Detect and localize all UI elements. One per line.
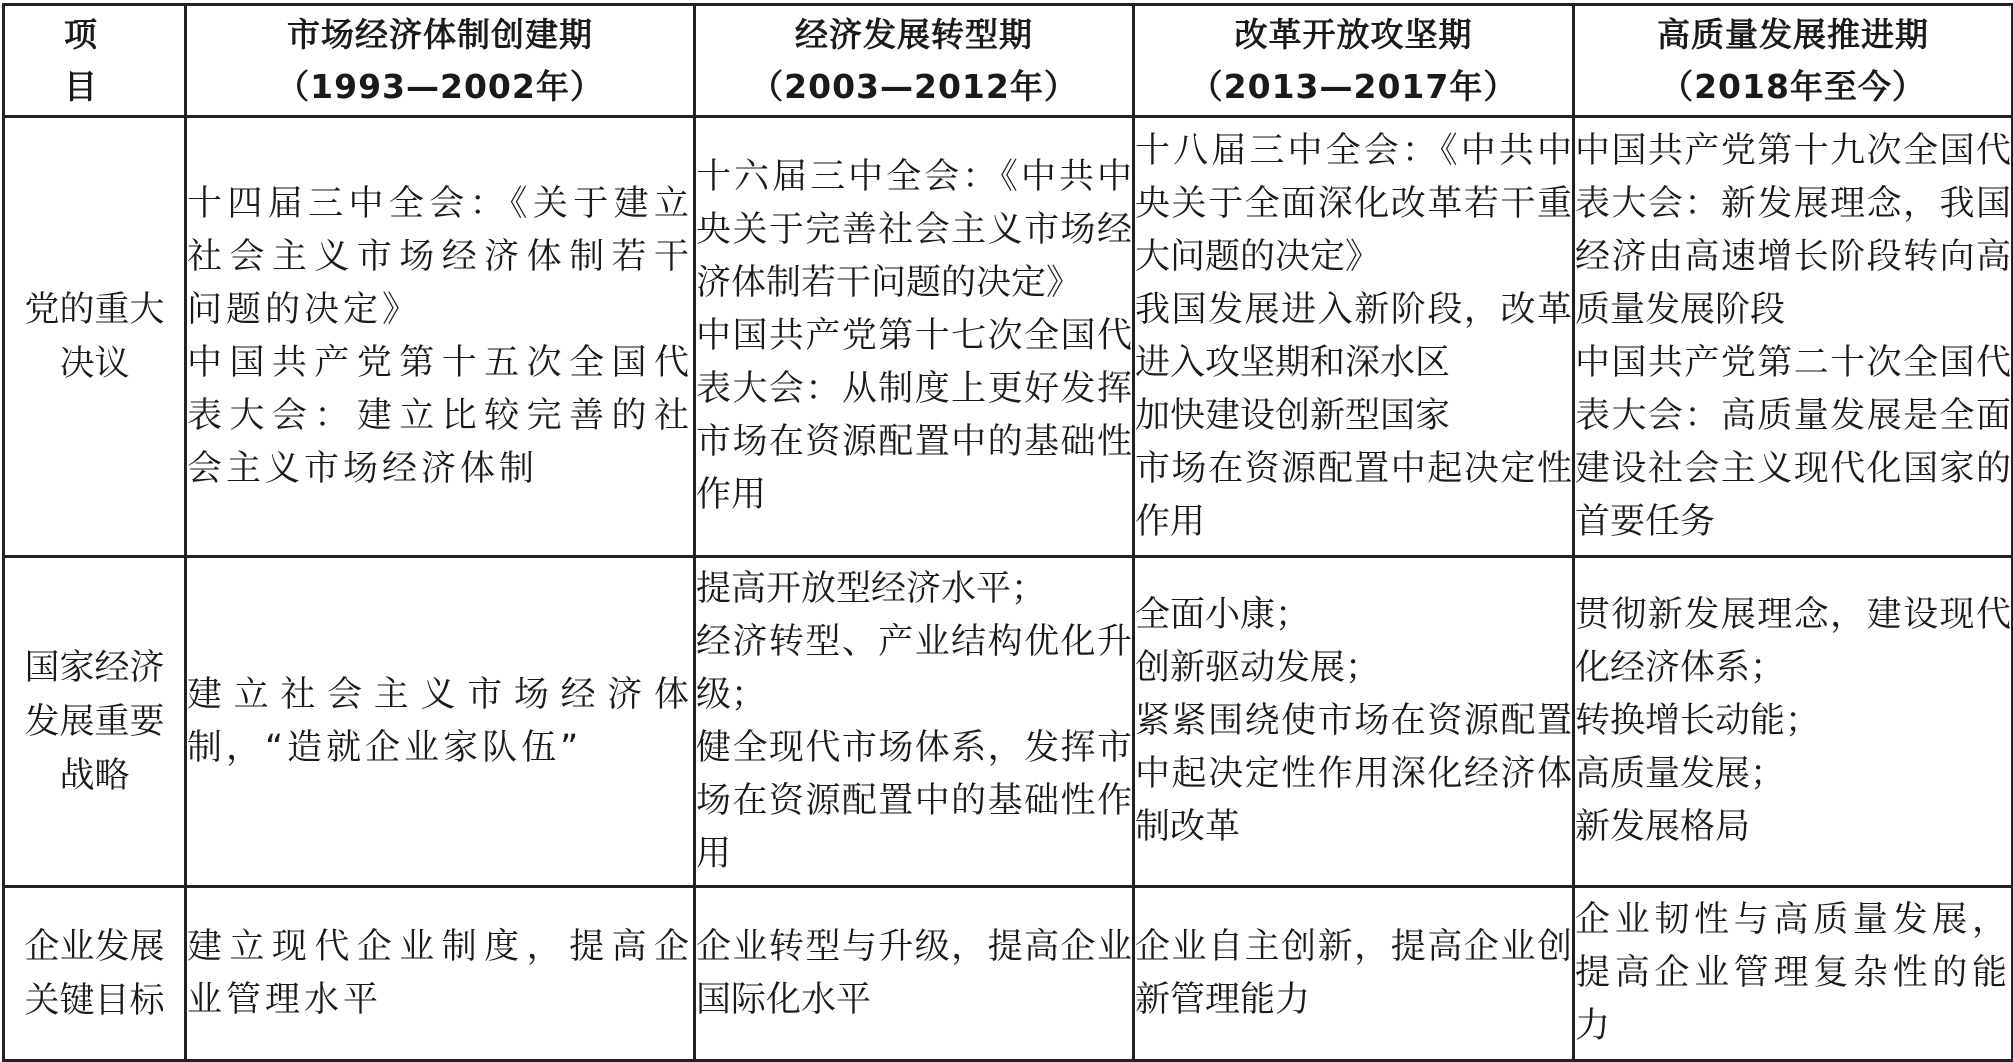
- header-row: [4, 5, 2013, 117]
- cell-paragraph: 十四届三中全会：《关于建立社会主义市场经济体制若干问题的决定》: [187, 183, 693, 330]
- header-period-2: [695, 5, 1134, 117]
- period-years: （1993—2002年）: [276, 66, 604, 106]
- table-cell: [695, 557, 1134, 887]
- period-years: （2013—2017年）: [1189, 66, 1518, 106]
- cell-paragraph: 紧紧围绕使市场在资源配置中起决定性作用深化经济体制改革: [1135, 701, 1572, 847]
- row-label-line: 战略: [59, 755, 130, 796]
- table-row-enterprise-goals: [4, 887, 2013, 1061]
- reform-periods-table: [2, 3, 2013, 1062]
- row-label-line: 国家经济: [24, 647, 165, 688]
- period-years: （2018年至今）: [1660, 66, 1926, 106]
- row-label: [4, 557, 186, 887]
- header-period-4: [1574, 5, 2013, 117]
- cell-paragraph: 中国共产党第十九次全国代表大会：新发展理念，我国经济由高速增长阶段转向高质量发展阶段: [1575, 130, 2011, 330]
- cell-paragraph: 市场在资源配置中起决定性作用: [1135, 448, 1572, 542]
- table-cell: [1574, 557, 2013, 887]
- period-name: 经济发展转型期: [795, 14, 1033, 54]
- period-name: 高质量发展推进期: [1657, 14, 1929, 54]
- period-name: 市场经济体制创建期: [287, 14, 593, 54]
- cell-paragraph: 我国发展进入新阶段，改革进入攻坚期和深水区: [1135, 289, 1572, 383]
- row-label-line: 关键目标: [24, 980, 165, 1021]
- cell-paragraph: 企业自主创新，提高企业创新管理能力: [1135, 926, 1572, 1020]
- table-cell: [695, 887, 1134, 1061]
- cell-paragraph: 经济转型、产业结构优化升级；: [696, 621, 1132, 715]
- row-label-line: 发展重要: [24, 701, 165, 742]
- cell-paragraph: 新发展格局: [1575, 807, 1751, 847]
- row-label: [4, 117, 186, 557]
- table-cell: [1574, 887, 2013, 1061]
- cell-paragraph: 中国共产党第十七次全国代表大会：从制度上更好发挥市场在资源配置中的基础性作用: [696, 316, 1132, 515]
- cell-paragraph: 十八届三中全会：《中共中央关于全面深化改革若干重大问题的决定》: [1135, 130, 1572, 277]
- header-period-1: [186, 5, 695, 117]
- cell-paragraph: 转换增长动能；: [1575, 701, 1821, 741]
- cell-paragraph: 企业转型与升级，提高企业国际化水平: [696, 926, 1132, 1020]
- row-label: [4, 887, 186, 1061]
- cell-paragraph: 企业韧性与高质量发展，提高企业管理复杂性的能力: [1575, 900, 2011, 1046]
- header-period-3: [1134, 5, 1574, 117]
- cell-paragraph: 建立社会主义市场经济体制，“造就企业家队伍”: [187, 674, 693, 768]
- cell-paragraph: 中国共产党第十五次全国代表大会：建立比较完善的社会主义市场经济体制: [187, 342, 693, 489]
- table-cell: [1134, 887, 1574, 1061]
- period-name: 改革开放攻坚期: [1234, 14, 1473, 54]
- cell-paragraph: 提高开放型经济水平；: [696, 568, 1047, 609]
- table-cell: [1134, 117, 1574, 557]
- table-cell: [186, 117, 695, 557]
- period-years: （2003—2012年）: [750, 66, 1078, 106]
- row-label-line: 党的重大: [24, 289, 165, 330]
- table-row-national-strategy: [4, 557, 2013, 887]
- table-cell: [186, 887, 695, 1061]
- table-row-party-resolutions: [4, 117, 2013, 557]
- table-cell: [186, 557, 695, 887]
- cell-paragraph: 加快建设创新型国家: [1135, 395, 1451, 436]
- table-cell: [695, 117, 1134, 557]
- cell-paragraph: 健全现代市场体系，发挥市场在资源配置中的基础性作用: [696, 727, 1132, 874]
- cell-paragraph: 高质量发展；: [1575, 754, 1786, 794]
- cell-paragraph: 十六届三中全会：《中共中央关于完善社会主义市场经济体制若干问题的决定》: [696, 157, 1132, 303]
- row-label-line: 决议: [59, 343, 130, 384]
- header-item-label: 项 目: [4, 5, 186, 117]
- cell-paragraph: 贯彻新发展理念，建设现代化经济体系；: [1575, 595, 2011, 688]
- row-label-line: 企业发展: [24, 926, 165, 967]
- table-cell: [1134, 557, 1574, 887]
- cell-paragraph: 全面小康；: [1135, 595, 1311, 635]
- cell-paragraph: 中国共产党第二十次全国代表大会：高质量发展是全面建设社会主义现代化国家的首要任务: [1575, 342, 2011, 542]
- table-cell: [1574, 117, 2013, 557]
- cell-paragraph: 建立现代企业制度，提高企业管理水平: [187, 926, 693, 1020]
- cell-paragraph: 创新驱动发展；: [1135, 648, 1381, 688]
